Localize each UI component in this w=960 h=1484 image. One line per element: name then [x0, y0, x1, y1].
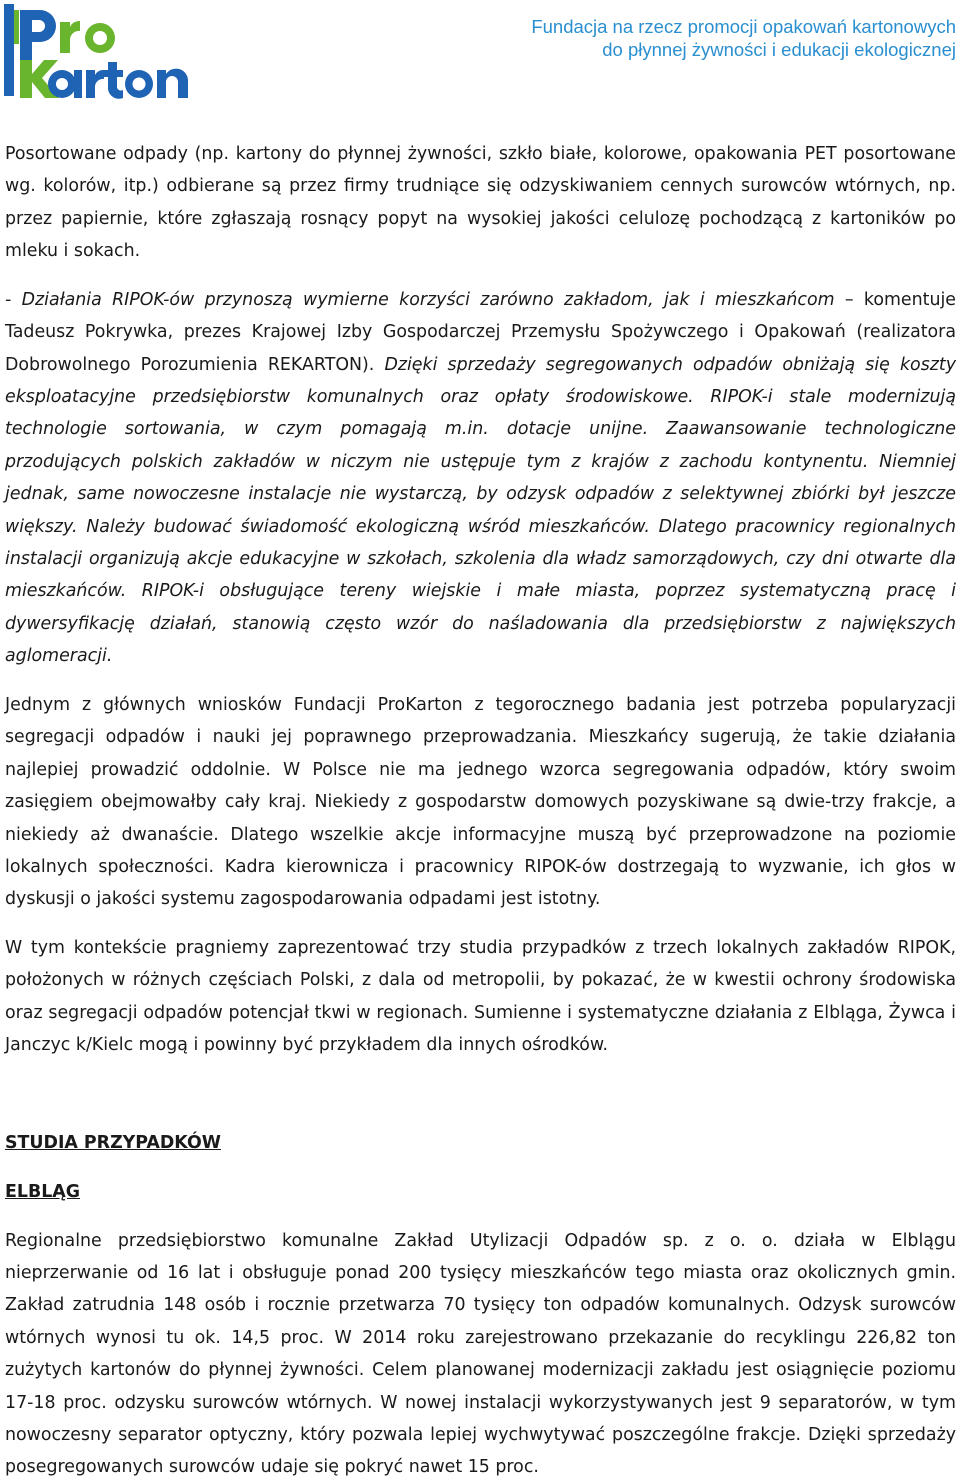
heading-elblag: ELBLĄG: [5, 1181, 81, 1202]
page-header: [0, 0, 960, 110]
quote-attribution: – komentuje Tadeusz Pokrywka, prezes Krajowej Izby Gospodarczej Przemysłu Spożywczego i Opakowań (realizatora Dobrowolnego Porozumienia REKARTON).: [5, 289, 956, 375]
paragraph-context: W tym kontekście pragniemy zaprezentować trzy studia przypadków z trzech lokalnych zakładów RIPOK, położonych w różnych częściach Polski, z dala od metropolii, by pokazać, że w kwestii ochrony środowiska oraz segregacji odpadów potencjał tkwi w regionach. Sumienne i systematyczne działania z Elbląga, Żywca i Janczyc k/Kielc mogą i powinny być przykładem dla innych ośrodków.: [5, 937, 956, 1056]
heading-case-studies: STUDIA PRZYPADKÓW: [5, 1132, 221, 1153]
paragraph-conclusions: Jednym z głównych wniosków Fundacji ProKarton z tegorocznego badania jest potrzeba popularyzacji segregacji odpadów i nauki jej poprawnego przeprowadzania. Mieszkańcy sugerują, że takie działania najlepiej prowadzić oddolnie. W Polsce nie ma jednego wzorca segregowania odpadów, który swoim zasięgiem obejmowałby cały kraj. Niekiedy z gospodarstw domowych pozyskiwane są dwie-trzy frakcje, a niekiedy aż dwanaście. Dlatego wszelkie akcje informacyjne muszą być przeprowadzone na poziomie lokalnych społeczności. Kadra kierownicza i pracownicy RIPOK-ów dostrzegają to wyzwanie, ich głos w dyskusji o jakości systemu zagospodarowania odpadami jest istotny.: [5, 694, 956, 910]
foundation-line-1: Fundacja na rzecz promocji opakowań kartonowych: [531, 16, 956, 37]
paragraph-elblag: Regionalne przedsiębiorstwo komunalne Zakład Utylizacji Odpadów sp. z o. o. działa w Elblągu nieprzerwanie od 16 lat i obsługuje ponad 200 tysięcy mieszkańców tego miasta oraz okolicznych gmin. Zakład zatrudnia 148 osób i rocznie przetwarza 70 tysięcy ton odpadów komunalnych. Odzysk surowców wtórnych wynosi tu ok. 14,5 proc. W 2014 roku zarejestrowano przekazanie do recyklingu 226,82 ton zużytych kartonów do płynnej żywności. Celem planowanej modernizacji zakładu jest osiągnięcie poziomu 17-18 proc. odzysku surowców wtórnych. W nowej instalacji wykorzystywanych jest 9 separatorów, w tym nowoczesny separator optyczny, który pozwala lepiej wychwytywać poszczególne frakcje. Dzięki sprzedaży posegregowanych surowców udaje się pokryć nawet 15 proc.: [5, 1230, 956, 1478]
quote-italic-start: - Działania RIPOK-ów przynoszą wymierne korzyści zarówno zakładom, jak i mieszkańcom: [5, 289, 835, 310]
prokarton-logo: [4, 4, 204, 104]
paragraph-quote: [5, 284, 956, 673]
quote-italic-continued: Dzięki sprzedaży segregowanych odpadów obniżają się koszty eksploatacyjne przedsiębiorstw komunalnych oraz opłaty środowiskowe. RIPOK-i stale modernizują technologie sortowania, w czym pomagają m.in. dotacje unijne. Zaawansowanie technologiczne przodujących polskich zakładów w niczym nie ustępuje tym z krajów z zachodu kontynentu. Niemniej jednak, same nowoczesne instalacje nie wystarczą, by odzysk odpadów z selektywnej zbiórki był jeszcze większy. Należy budować świadomość ekologiczną wśród mieszkańców. Dlatego pracownicy regionalnych instalacji organizują akcje edukacyjne w szkołach, szkolenia dla władz samorządowych, czy dni otwarte dla mieszkańców. RIPOK-i obsługujące tereny wiejskie i małe miasta, poprzez systematyczną pracę i dywersyfikację działań, stanowią często wzór do naśladowania dla przedsiębiorstw z największych aglomeracji.: [5, 354, 956, 667]
foundation-line-2: do płynnej żywności i edukacji ekologicznej: [602, 39, 956, 60]
foundation-name: [531, 15, 956, 61]
document-body: [5, 138, 956, 1484]
paragraph-sorted-waste: Posortowane odpady (np. kartony do płynnej żywności, szkło białe, kolorowe, opakowania PET posortowane wg. kolorów, itp.) odbierane są przez firmy trudniące się odzyskiwaniem cennych surowców wtórnych, np. przez papiernie, które zgłaszają rosnący popyt na wysokiej jakości celulozę pochodzącą z kartoników po mleku i sokach.: [5, 144, 956, 262]
